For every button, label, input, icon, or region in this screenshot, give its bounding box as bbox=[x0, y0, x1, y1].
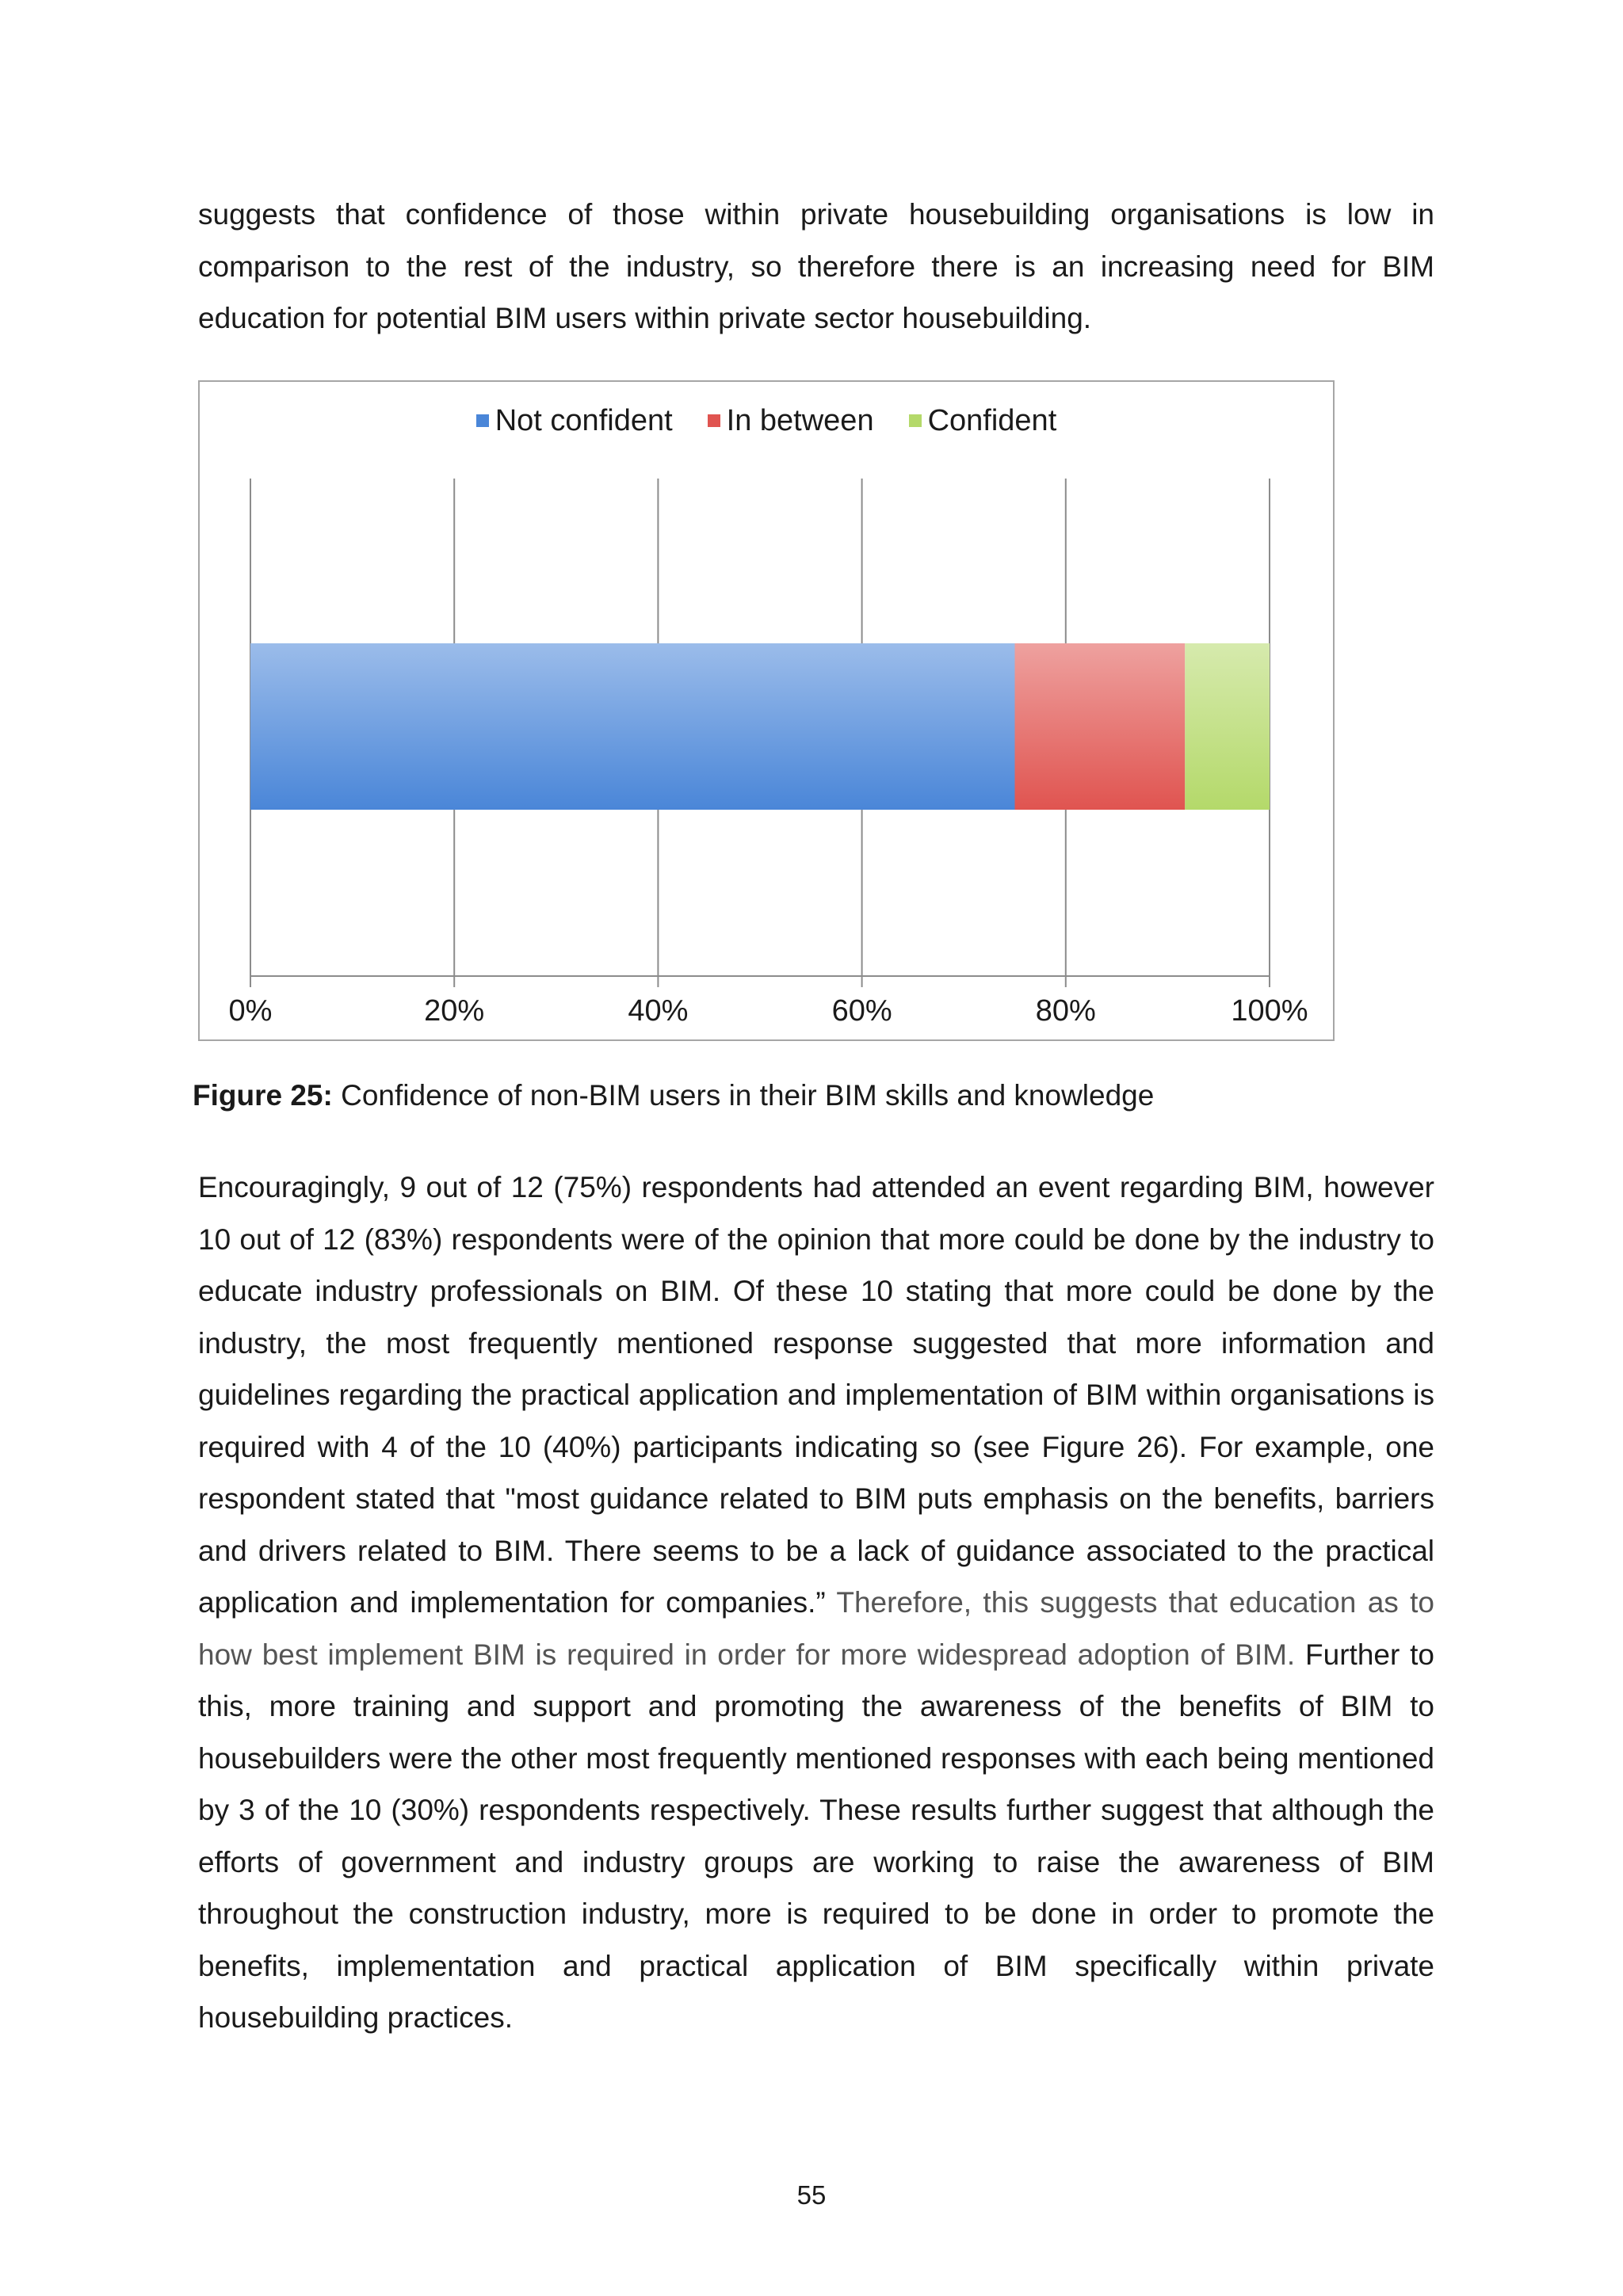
legend-label: In between bbox=[726, 404, 874, 437]
x-tick-label: 80% bbox=[1035, 994, 1096, 1028]
bar-segment-confident bbox=[1185, 643, 1270, 810]
chart-plot bbox=[200, 382, 1333, 1039]
x-tick-label: 60% bbox=[831, 994, 892, 1028]
paragraph-text-3: Further to this, more training and support and promoting the awareness of the benefits of BIM to housebuilders were the other most frequently mentioned responses with each being mentioned by 3 of the 10 (30%) respondents respectively. These results further suggest that although the efforts of government and industry groups are working to raise the awareness of BIM throughout the construction industry, more is required to be done in order to promote the benefits, implementation and practical application of BIM specifically within private housebuilding practices. bbox=[198, 1638, 1434, 2034]
x-tick-label: 0% bbox=[228, 994, 273, 1028]
x-tick-label: 20% bbox=[424, 994, 485, 1028]
figure-caption bbox=[193, 1079, 1154, 1112]
stacked-bar-chart bbox=[198, 380, 1335, 1041]
x-tick-label: 40% bbox=[628, 994, 689, 1028]
bar-segment-in-between bbox=[1015, 643, 1186, 810]
paragraph-text-2: Therefore, this suggests that education as to how best implement BIM is required in order for more widespread adoption of BIM. bbox=[198, 1586, 1434, 1671]
legend-label: Not confident bbox=[495, 404, 673, 437]
bar-segment-not-confident bbox=[250, 643, 1015, 810]
legend-label: Confident bbox=[927, 404, 1057, 437]
paragraph-text-1: Encouragingly, 9 out of 12 (75%) respondents had attended an event regarding BIM, however 10 out of 12 (83%) respondents were of the opinion that more could be done by the industry to educate industry professionals on BIM. Of these 10 stating that more could be done by the industry, the most frequently mentioned response suggested that more information and guidelines regarding the practical application and implementation of BIM within organisations is required with 4 of the 10 (40%) participants indicating so (see Figure 26). For example, one respondent stated that "most guidance related to BIM puts emphasis on the benefits, barriers and drivers related to BIM. There seems to be a lack of guidance associated to the practical application and implementation for companies.” bbox=[198, 1171, 1434, 1619]
body-paragraph-top: suggests that confidence of those within private housebuilding organisations is low in comparison to the rest of the industry, so therefore there is an increasing need for BIM education for potential BIM users within private sector housebuilding. bbox=[198, 198, 1434, 334]
body-paragraph-main bbox=[198, 1161, 1434, 2044]
figure-caption-text: Confidence of non-BIM users in their BIM skills and knowledge bbox=[341, 1079, 1155, 1112]
page-number: 55 bbox=[796, 2180, 827, 2210]
x-tick-label: 100% bbox=[1231, 994, 1308, 1028]
figure-label: Figure 25: bbox=[193, 1079, 333, 1112]
